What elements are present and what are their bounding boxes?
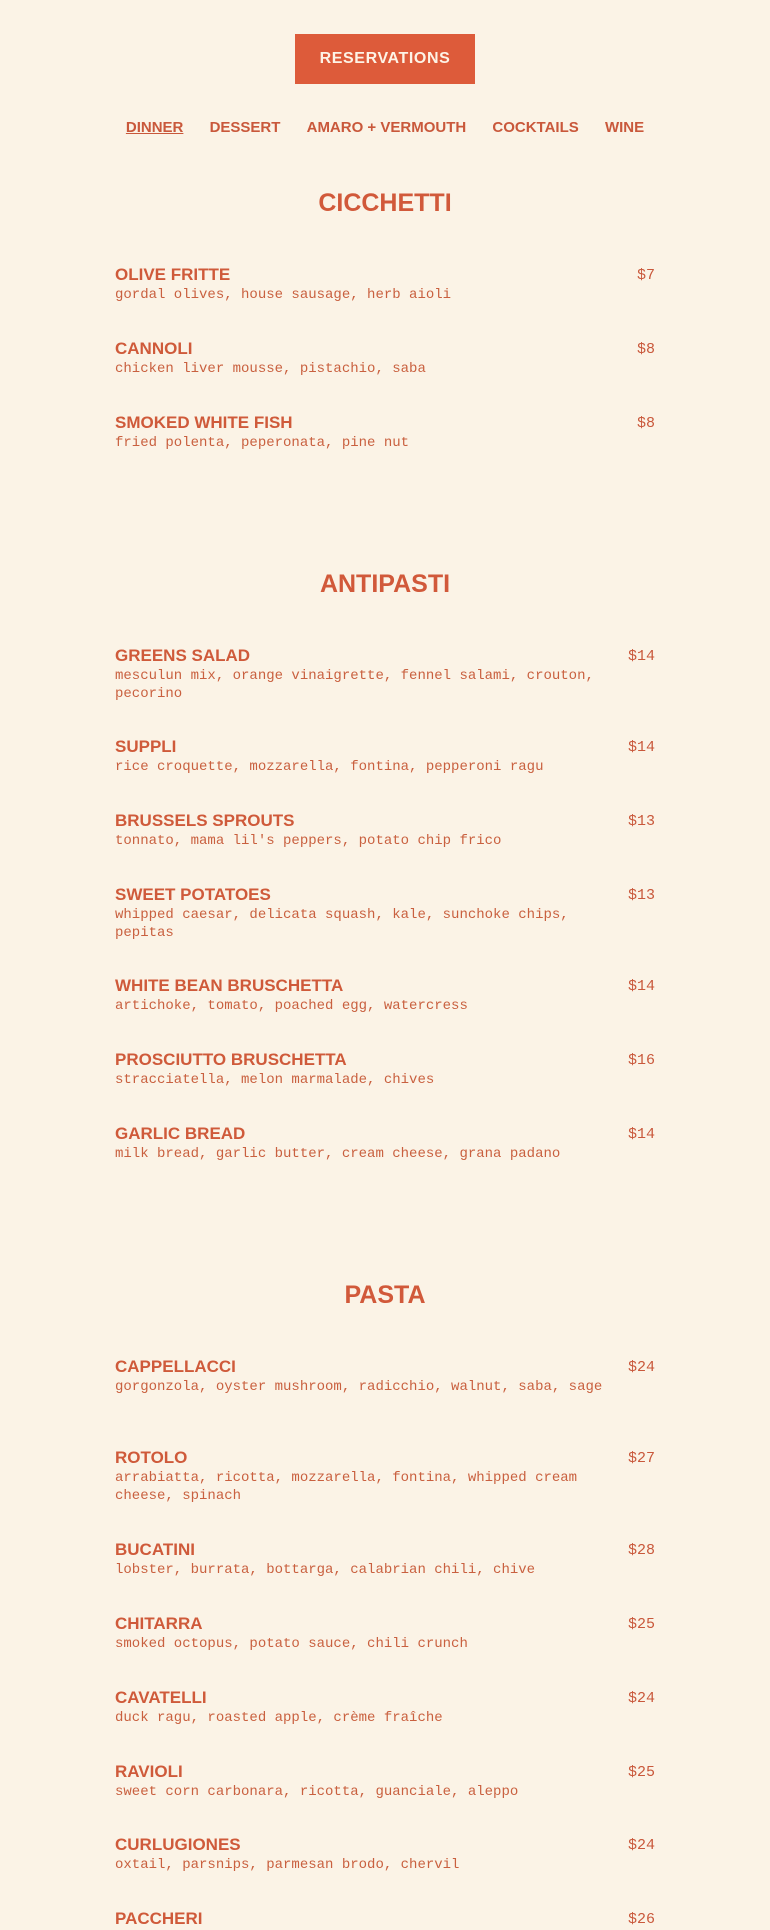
item-price: $14 — [627, 648, 655, 665]
item-price: $8 — [636, 415, 655, 432]
menu-item — [115, 1357, 655, 1396]
item-price: $14 — [627, 739, 655, 756]
item-name: BRUSSELS SPROUTS — [115, 811, 295, 830]
item-name: SUPPLI — [115, 737, 177, 756]
item-price: $25 — [627, 1764, 655, 1781]
item-name: OLIVE FRITTE — [115, 265, 231, 284]
menu-item — [115, 1835, 655, 1874]
menu-item — [115, 339, 655, 378]
item-description: artichoke, tomato, poached egg, watercress — [115, 998, 468, 1014]
item-description: gorgonzola, oyster mushroom, radicchio, walnut, saba, sage — [115, 1379, 603, 1395]
nav-dinner[interactable]: DINNER — [125, 119, 184, 136]
menu-item — [115, 1762, 655, 1801]
item-name: PACCHERI — [115, 1909, 203, 1928]
menu-nav — [0, 119, 770, 136]
item-price: $26 — [627, 1911, 655, 1928]
item-description: smoked octopus, potato sauce, chili crunch — [115, 1636, 468, 1652]
item-name: GARLIC BREAD — [115, 1124, 246, 1143]
menu-item — [115, 1909, 655, 1930]
item-description: duck ragu, roasted apple, crème fraîche — [115, 1710, 443, 1726]
item-name: ROTOLO — [115, 1448, 188, 1467]
menu-item — [115, 413, 655, 452]
section-pasta — [0, 1280, 770, 1310]
menu-item — [115, 1688, 655, 1727]
menu-item — [115, 1540, 655, 1579]
item-description: gordal olives, house sausage, herb aioli — [115, 287, 452, 303]
item-description: sweet corn carbonara, ricotta, guanciale, aleppo — [115, 1784, 519, 1800]
menu-item — [115, 976, 655, 1015]
item-price: $28 — [627, 1542, 655, 1559]
item-name: SWEET POTATOES — [115, 885, 271, 904]
item-description: arrabiatta, ricotta, mozzarella, fontina, whipped cream cheese, spinach — [115, 1470, 578, 1504]
nav-cocktails[interactable]: COCKTAILS — [492, 119, 579, 136]
item-price: $16 — [627, 1052, 655, 1069]
item-price: $8 — [636, 341, 655, 358]
item-price: $27 — [627, 1450, 655, 1467]
item-price: $24 — [627, 1837, 655, 1854]
item-name: BUCATINI — [115, 1540, 195, 1559]
item-description: lobster, burrata, bottarga, calabrian chili, chive — [115, 1562, 536, 1578]
menu-item — [115, 737, 655, 776]
item-description: mesculun mix, orange vinaigrette, fennel salami, crouton, pecorino — [115, 668, 594, 702]
item-name: WHITE BEAN BRUSCHETTA — [115, 976, 344, 995]
menu-item — [115, 885, 655, 942]
item-name: CURLUGIONES — [115, 1835, 241, 1854]
item-price: $14 — [627, 1126, 655, 1143]
section-title: CICCHETTI — [318, 189, 452, 217]
item-name: GREENS SALAD — [115, 646, 251, 665]
item-name: CHITARRA — [115, 1614, 203, 1633]
section-cicchetti — [0, 188, 770, 218]
menu-item — [115, 811, 655, 850]
section-antipasti — [0, 569, 770, 599]
reservations-button[interactable]: RESERVATIONS — [295, 34, 475, 84]
nav-wine[interactable]: WINE — [604, 119, 645, 136]
item-description: whipped caesar, delicata squash, kale, sunchoke chips, pepitas — [115, 907, 569, 941]
item-description: rice croquette, mozzarella, fontina, pepperoni ragu — [115, 759, 544, 775]
item-description: chicken liver mousse, pistachio, saba — [115, 361, 426, 377]
item-name: PROSCIUTTO BRUSCHETTA — [115, 1050, 347, 1069]
reservations-wrap — [0, 34, 770, 84]
menu-item — [115, 265, 655, 304]
item-description: milk bread, garlic butter, cream cheese, grana padano — [115, 1146, 561, 1162]
menu-item — [115, 1124, 655, 1163]
section-title: PASTA — [344, 1281, 426, 1309]
menu-item — [115, 1050, 655, 1089]
item-name: SMOKED WHITE FISH — [115, 413, 293, 432]
item-price: $24 — [627, 1690, 655, 1707]
nav-amaro-vermouth[interactable]: AMARO + VERMOUTH — [306, 119, 467, 136]
nav-dessert[interactable]: DESSERT — [209, 119, 281, 136]
item-price: $25 — [627, 1616, 655, 1633]
item-price: $13 — [627, 813, 655, 830]
item-price: $24 — [627, 1359, 655, 1376]
item-description: tonnato, mama lil's peppers, potato chip frico — [115, 833, 502, 849]
item-name: RAVIOLI — [115, 1762, 183, 1781]
item-description: stracciatella, melon marmalade, chives — [115, 1072, 435, 1088]
menu-item — [115, 646, 655, 703]
item-description: oxtail, parsnips, parmesan brodo, chervil — [115, 1857, 460, 1873]
item-price: $14 — [627, 978, 655, 995]
item-name: CAVATELLI — [115, 1688, 207, 1707]
item-description: fried polenta, peperonata, pine nut — [115, 435, 410, 451]
item-name: CAPPELLACCI — [115, 1357, 236, 1376]
item-price: $13 — [627, 887, 655, 904]
section-title: ANTIPASTI — [319, 570, 451, 598]
item-name: CANNOLI — [115, 339, 193, 358]
menu-item — [115, 1614, 655, 1653]
menu-item — [115, 1448, 655, 1505]
item-price: $7 — [636, 267, 655, 284]
